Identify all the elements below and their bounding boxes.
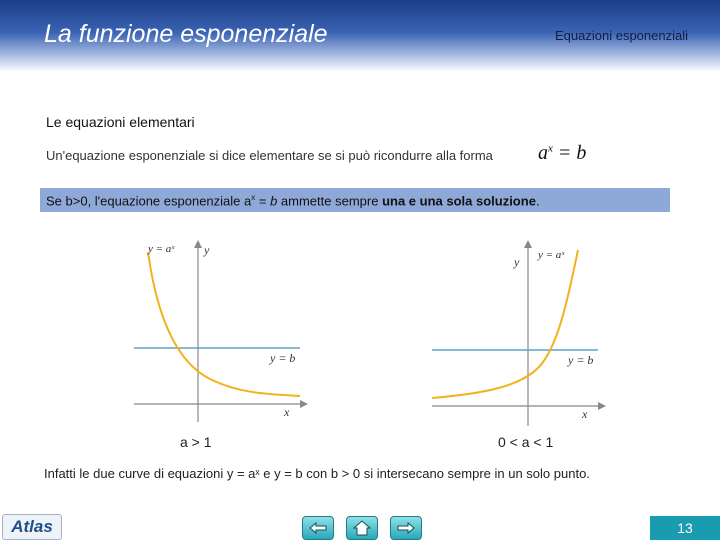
highlight-exp: x [251,193,256,202]
arrow-right-icon [396,521,416,535]
exp-curve [148,252,300,396]
intro-text: Un'equazione esponenziale si dice elementare se si può ricondurre alla forma [46,148,493,163]
curve-label: y = aˣ [538,249,565,261]
slide-header [0,0,720,72]
formula-rest: = b [552,142,587,164]
prev-button[interactable] [302,516,334,540]
highlight-part1: Se b>0, l'equazione esponenziale a [46,193,252,209]
x-axis-arrow [300,400,308,408]
line-label: y = b [568,353,594,367]
graph-decay [428,238,608,428]
y-axis-label: y [514,255,520,269]
home-button[interactable] [346,516,378,540]
page-number: 13 [650,516,720,540]
x-axis-label: x [284,405,290,419]
highlight-part3: ammette sempre [277,193,383,209]
slide-title: La funzione esponenziale [44,20,328,48]
footer-text: Infatti le due curve di equazioni y = aˣ e y = b con b > 0 si intersecano sempre in un solo punto. [44,466,590,481]
formula-exponent: x [548,142,553,155]
formula [538,142,586,165]
next-button[interactable] [390,516,422,540]
highlight-end: . [535,193,540,209]
highlight-text [46,193,540,208]
x-axis-arrow [598,402,606,410]
graph-growth [130,234,310,424]
formula-base: a [538,142,548,164]
y-axis-arrow [194,240,202,248]
highlight-bold: una e una sola soluzione [382,193,536,209]
y-axis-arrow [524,240,532,248]
slide-subtitle: Equazioni esponenziali [555,28,688,43]
curve-label: y = aˣ [148,243,175,255]
highlight-part2: = [255,193,271,209]
graph-decay-caption: 0 < a < 1 [498,434,554,450]
y-axis-label: y [204,243,210,257]
highlight-b: b [270,193,278,209]
line-label: y = b [270,351,296,365]
arrow-left-icon [308,521,328,535]
graph-growth-caption: a > 1 [180,434,212,450]
atlas-logo: Atlas [2,514,62,540]
section-title: Le equazioni elementari [46,114,195,130]
x-axis-label: x [582,407,588,421]
highlight-box [40,188,670,212]
home-icon [352,520,372,536]
exp-curve [432,250,578,398]
